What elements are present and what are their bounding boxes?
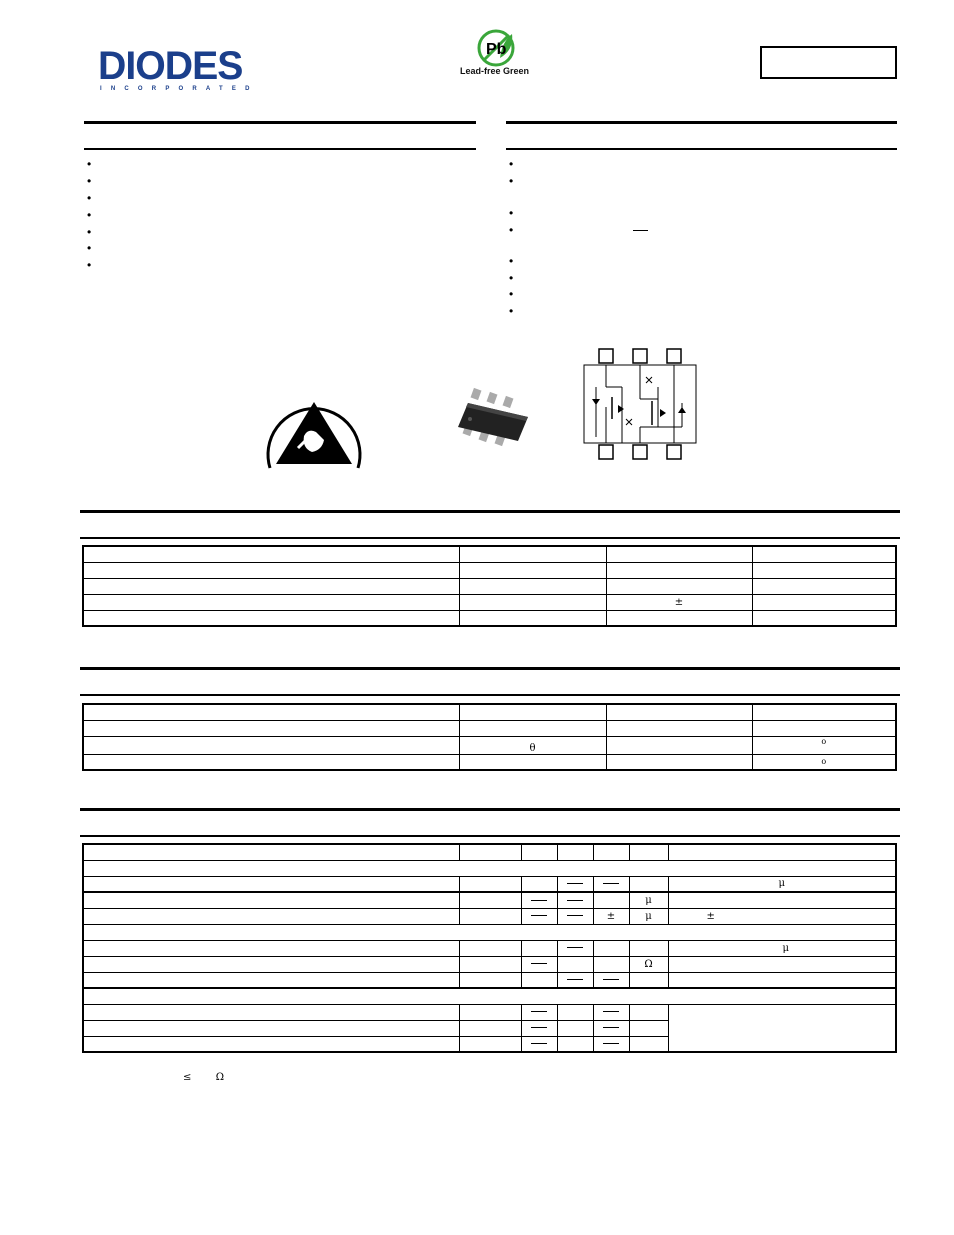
- max-ratings-top-rule: [80, 510, 900, 513]
- feature-bullet: •: [87, 157, 92, 171]
- less-equal-symbol: ≤: [183, 1072, 192, 1083]
- logo-wordmark: DIODES: [98, 44, 243, 88]
- degree-symbol: o: [821, 736, 827, 746]
- mechanical-bullet: •: [509, 223, 514, 237]
- features-bottom-rule: [84, 148, 476, 150]
- table-row: [83, 956, 896, 972]
- mechanical-bullet: •: [509, 254, 514, 268]
- mechanical-bullet: •: [509, 174, 514, 188]
- table-row: [83, 876, 896, 892]
- plus-minus-symbol: ±: [706, 910, 715, 922]
- table-row: [83, 844, 896, 860]
- ohm-symbol: Ω: [215, 1072, 225, 1083]
- electrical-top-rule: [80, 808, 900, 811]
- feature-bullet: •: [87, 225, 92, 239]
- thermal-table: [82, 703, 897, 771]
- max-ratings-bottom-rule: [80, 537, 900, 539]
- lead-free-label: Lead-free Green: [460, 66, 530, 76]
- micro-symbol: μ: [645, 910, 652, 922]
- table-row: [83, 940, 896, 956]
- mechanical-bullet: •: [509, 304, 514, 318]
- feature-bullet: •: [87, 174, 92, 188]
- table-row: [83, 594, 896, 610]
- thermal-top-rule: [80, 667, 900, 670]
- pb-free-icon: [456, 28, 540, 68]
- mechanical-bullet: •: [509, 206, 514, 220]
- footnote: [183, 1072, 224, 1083]
- table-section-row: [83, 924, 896, 940]
- table-row: [83, 892, 896, 908]
- table-row: [83, 720, 896, 736]
- thermal-bottom-rule: [80, 694, 900, 696]
- plus-minus-symbol: ±: [674, 596, 684, 608]
- table-row: [83, 578, 896, 594]
- table-row: [83, 754, 896, 770]
- micro-symbol: μ: [645, 894, 652, 906]
- ohm-symbol: Ω: [644, 958, 653, 970]
- diodes-logo: [98, 46, 270, 96]
- mechanical-top-rule: [506, 121, 897, 124]
- table-row: [83, 610, 896, 626]
- lead-free-green-badge: [456, 28, 540, 80]
- mechanical-bullet: •: [509, 271, 514, 285]
- pb-mark: Pb: [486, 41, 507, 58]
- table-row: [83, 908, 896, 924]
- esd-warning-icon: [264, 392, 364, 470]
- micro-symbol: μ: [778, 878, 785, 890]
- table-row: [83, 546, 896, 562]
- feature-bullet: •: [87, 191, 92, 205]
- electrical-bottom-rule: [80, 835, 900, 837]
- schematic-diagram: [582, 347, 698, 461]
- table-section-row: [83, 988, 896, 1004]
- feature-bullet: •: [87, 208, 92, 222]
- table-row: [83, 562, 896, 578]
- table-section-row: [83, 860, 896, 876]
- table-row: [83, 704, 896, 720]
- logo-subtext: INCORPORATED: [100, 86, 259, 92]
- electrical-table: [82, 843, 897, 1053]
- mechanical-bullet: •: [509, 157, 514, 171]
- table-row: [83, 972, 896, 988]
- max-ratings-table: [82, 545, 897, 627]
- mechanical-bottom-rule: [506, 148, 897, 150]
- micro-symbol: μ: [782, 942, 789, 954]
- mechanical-bullet: •: [509, 287, 514, 301]
- theta-symbol: θ: [529, 742, 536, 754]
- plus-minus-symbol: ±: [606, 910, 616, 922]
- feature-bullet: •: [87, 241, 92, 255]
- features-top-rule: [84, 121, 476, 124]
- overline-mark: [633, 230, 648, 231]
- package-image: [450, 383, 534, 453]
- feature-bullet: •: [87, 258, 92, 272]
- part-number-box: [760, 46, 897, 79]
- degree-symbol: o: [821, 757, 827, 767]
- table-row: [83, 1004, 896, 1020]
- table-row: [83, 736, 896, 754]
